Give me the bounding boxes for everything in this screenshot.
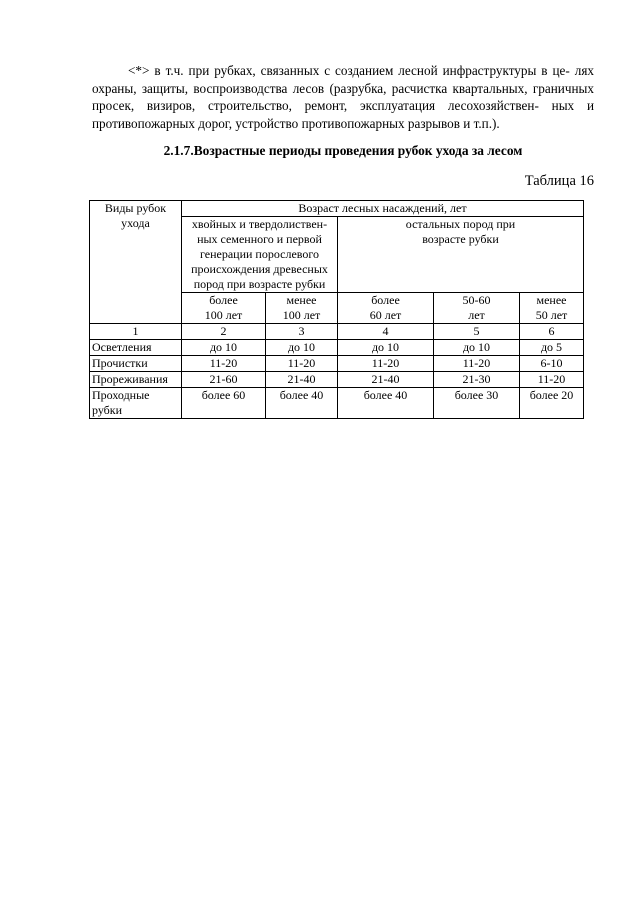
table-cell: 21-30 (434, 372, 520, 388)
row-label: Прочистки (90, 356, 182, 372)
footnote-line: ных и противопожарных дорог, устройство противопожарных разрывов и т.п.). (92, 98, 594, 132)
table-row (90, 340, 584, 356)
table-row (90, 356, 584, 372)
header-line: остальных пород при (405, 217, 516, 231)
table-row (90, 372, 584, 388)
header-other-species (338, 217, 584, 293)
column-number-row (90, 324, 584, 340)
table-cell: более 40 (266, 388, 338, 419)
table-cell: более 30 (434, 388, 520, 419)
table-header-row (90, 201, 584, 217)
header-line: хвойных и твердолиствен- (191, 217, 328, 231)
footnote-line: граничных просек, визиров, строительство, ремонт, эксплуатация лесохозяйствен- (92, 80, 595, 114)
table-cell: более 20 (520, 388, 584, 419)
row-label: Проходные рубки (90, 388, 182, 419)
footnote-line: <*> в т.ч. при рубках, связанных с созданием лесной инфраструктуры в це- (128, 63, 570, 78)
table-cell: до 10 (182, 340, 266, 356)
header-line: Виды рубок (104, 201, 167, 215)
header-line: пород при возрасте рубки (193, 277, 326, 291)
table-cell: до 10 (266, 340, 338, 356)
age-periods-table (89, 200, 584, 419)
header-line: ных семенного и первой (197, 232, 322, 246)
table-cell: 11-20 (338, 356, 434, 372)
header-line: ухода (121, 216, 150, 230)
header-cutting-types (90, 201, 182, 324)
column-number: 2 (182, 324, 266, 340)
column-number: 3 (266, 324, 338, 340)
table-cell: до 10 (338, 340, 434, 356)
header-stand-age: Возраст лесных насаждений, лет (182, 201, 584, 217)
table-cell: до 5 (520, 340, 584, 356)
footnote-line: лях охраны, защиты, воспроизводства лесов (разрубка, расчистка квартальных, (92, 63, 595, 96)
section-title: 2.1.7.Возрастные периоды проведения рубок ухода за лесом (163, 143, 523, 158)
table-cell: 21-40 (266, 372, 338, 388)
table-cell: более 40 (338, 388, 434, 419)
header-conifers (182, 217, 338, 293)
table-row (90, 388, 584, 419)
table-cell: до 10 (434, 340, 520, 356)
table-cell: 6-10 (520, 356, 584, 372)
age-range-cell: более 60 лет (338, 293, 434, 324)
age-range-cell: более 100 лет (182, 293, 266, 324)
table-cell: 21-60 (182, 372, 266, 388)
table-cell: более 60 (182, 388, 266, 419)
table-caption: Таблица 16 (524, 173, 594, 189)
table-cell: 11-20 (434, 356, 520, 372)
header-line: происхождения древесных (191, 262, 328, 276)
column-number: 1 (90, 324, 182, 340)
row-label: Прореживания (90, 372, 182, 388)
header-line: возрасте рубки (422, 232, 499, 246)
column-number: 6 (520, 324, 584, 340)
age-range-cell: менее 100 лет (266, 293, 338, 324)
age-range-cell: менее 50 лет (520, 293, 584, 324)
table-cell: 11-20 (520, 372, 584, 388)
table-cell: 21-40 (338, 372, 434, 388)
footnote-paragraph (92, 62, 594, 133)
row-label: Осветления (90, 340, 182, 356)
column-number: 4 (338, 324, 434, 340)
table-cell: 11-20 (182, 356, 266, 372)
age-range-cell: 50-60 лет (434, 293, 520, 324)
column-number: 5 (434, 324, 520, 340)
table-cell: 11-20 (266, 356, 338, 372)
header-line: генерации порослевого (200, 247, 319, 261)
